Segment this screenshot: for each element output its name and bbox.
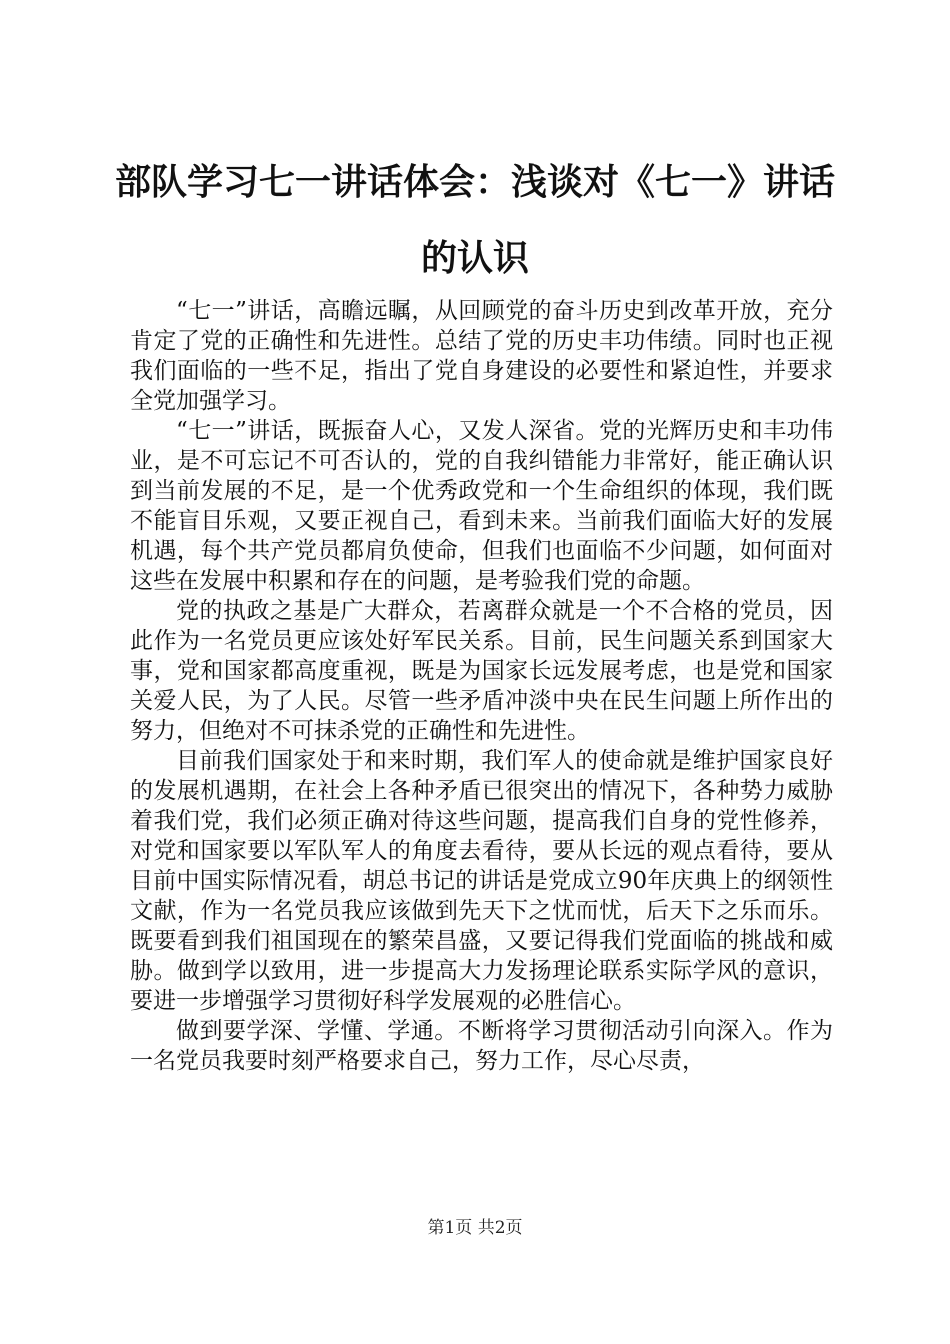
paragraph-2: “七一”讲话，既振奋人心，又发人深省。党的光辉历史和丰功伟业，是不可忘记不可否认的，党的自我纠错能力非常好，能正确认识到当前发展的不足，是一个优秀政党和一个生命组织的体现，我们既不能盲目乐观，又要正视自己，看到未来。当前我们面临大好的发展机遇，每个共产党员都肩负使命，但我们也面临不少问题，如何面对这些在发展中积累和存在的问题，是考验我们党的命题。 [130, 418, 833, 594]
paragraph-1: “七一”讲话，高瞻远瞩，从回顾党的奋斗历史到改革开放，充分肯定了党的正确性和先进性。总结了党的历史丰功伟绩。同时也正视我们面临的一些不足，指出了党自身建设的必要性和紧迫性，并要求全党加强学习。 [130, 298, 833, 414]
paragraph-3: 党的执政之基是广大群众，若离群众就是一个不合格的党员，因此作为一名党员更应该处好军民关系。目前，民生问题关系到国家大事，党和国家都高度重视，既是为国家长远发展考虑，也是党和国家关爱人民，为了人民。尽管一些矛盾冲淡中央在民生问题上所作出的努力，但绝对不可抹杀党的正确性和先进性。 [130, 598, 833, 744]
page-footer: 第1页 共2页 [427, 1218, 523, 1238]
document-body [130, 296, 833, 1076]
paragraph-5: 做到要学深、学懂、学通。不断将学习贯彻活动引向深入。作为一名党员我要时刻严格要求自己，努力工作，尽心尽责， [130, 1018, 833, 1074]
document-title-line-2: 的认识 [420, 238, 529, 279]
paragraph-4: 目前我们国家处于和来时期，我们军人的使命就是维护国家良好的发展机遇期，在社会上各种矛盾已很突出的情况下，各种势力威胁着我们党，我们必须正确对待这些问题，提高我们自身的党性修养，对党和国家要以军队军人的角度去看待，要从长远的观点看待，要从目前中国实际情况看，胡总书记的讲话是党成立90年庆典上的纲领性文献，作为一名党员我应该做到先天下之忧而忧，后天下之乐而乐。既要看到我们祖国现在的繁荣昌盛，又要记得我们党面临的挑战和威胁。做到学以致用，进一步提高大力发扬理论联系实际学风的意识，要进一步增强学习贯彻好科学发展观的必胜信心。 [130, 748, 833, 1014]
document-title-line-1: 部队学习七一讲话体会：浅谈对《七一》讲话 [114, 162, 835, 203]
